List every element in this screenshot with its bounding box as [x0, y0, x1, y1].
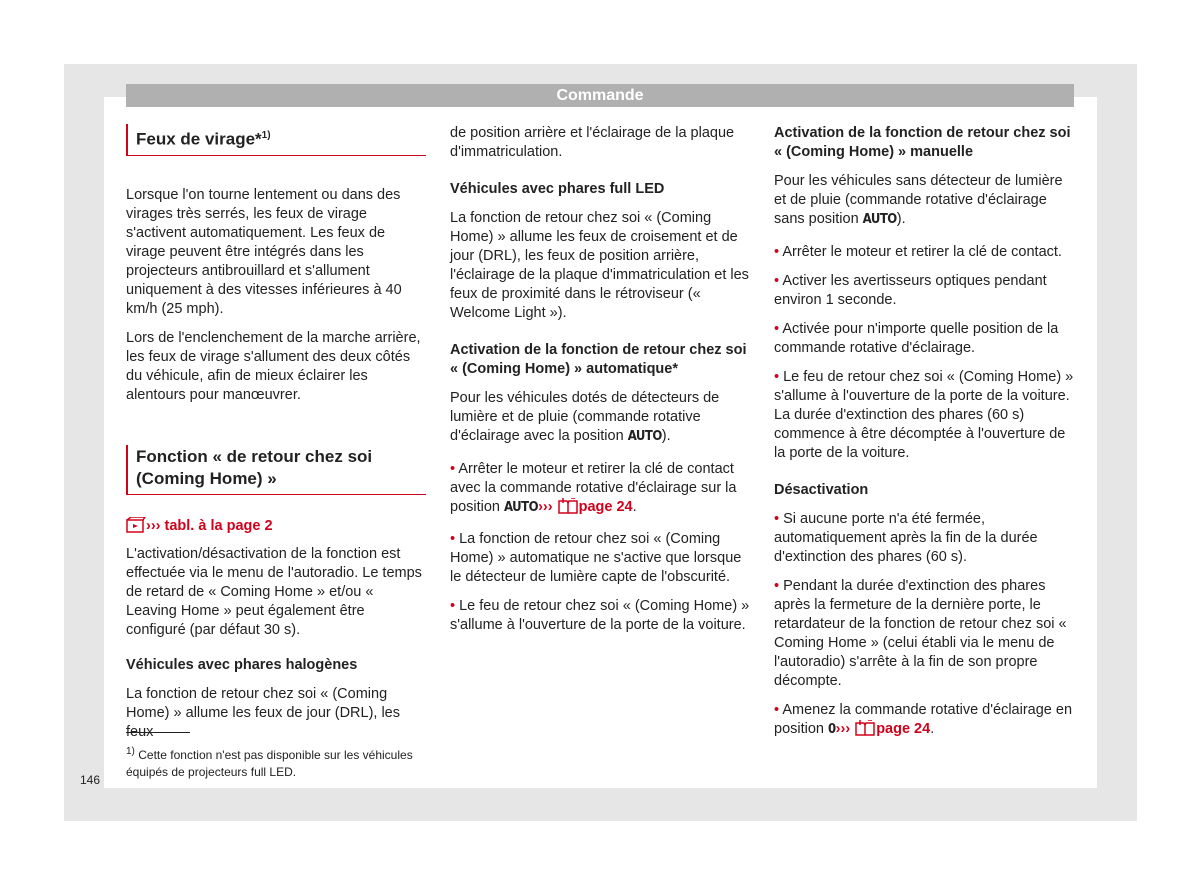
section-title-cornering-lights — [126, 124, 426, 156]
table-reference[interactable] — [126, 517, 426, 539]
section-title-text: Feux de virage* — [136, 129, 262, 149]
paragraph: Lors de l'enclenchement de la marche arrière, les feux de virage s'allument des deux côtés du véhicule, afin de mieux éclairer les alentours pour manœuvrer. — [126, 329, 421, 403]
bullet-item: • Arrêter le moteur et retirer la clé de contact avec la commande rotative d'éclairage sur la position AUTO››› page 24. — [450, 460, 750, 520]
bullet-item: • Arrêter le moteur et retirer la clé de contact. — [774, 244, 1062, 260]
auto-symbol: AUTO — [504, 500, 539, 515]
paragraph: Pour les véhicules sans détecteur de lumière et de pluie (commande rotative d'éclairage sans position AUTO). — [774, 173, 1063, 227]
arrows-icon: ››› — [538, 499, 553, 515]
auto-symbol: AUTO — [862, 212, 897, 227]
footnote-rule — [126, 732, 190, 733]
video-book-icon — [126, 517, 146, 539]
paragraph: La fonction de retour chez soi « (Coming Home) » allume les feux de croisement et de jour (DRL), les feux de position arrière, l'éclairage de la plaque d'immatriculation et les feux de proximité dans le rétroviseur (« Welcome Light »). — [450, 210, 749, 321]
page-ref-link[interactable]: page 24 — [876, 721, 931, 737]
footnote-text: $^{1)}$ Cette fonction n'est pas disponible sur les véhicules équipés de projecteurs full LED. — [126, 746, 413, 779]
section-header: Commande — [126, 84, 1074, 107]
column-1 — [126, 124, 426, 752]
paragraph: de position arrière et l'éclairage de la plaque d'immatriculation. — [450, 125, 735, 160]
section-title-coming-home: Fonction « de retour chez soi (Coming Home) » — [126, 445, 426, 495]
page-ref-link[interactable]: page 24 — [578, 499, 633, 515]
paragraph: Lorsque l'on tourne lentement ou dans des virages très serrés, les feux de virage s'activent automatiquement. Les feux de virage peuvent être intégrés dans les projecteurs antibrouillard et s'allument uniquement à des vitesses inférieures à 40 km/h (25 mph). — [126, 186, 402, 317]
bullet-item: • Activer les avertisseurs optiques pendant environ 1 seconde. — [774, 273, 1047, 308]
subheading-deactivation: Désactivation — [774, 482, 869, 498]
paragraph: L'activation/désactivation de la fonction est effectuée via le menu de l'autoradio. Le temps de retard de « Coming Home » et/ou « Leaving Home » peut également être configuré (par défaut 30 s). — [126, 545, 422, 638]
bullet-item: • La fonction de retour chez soi « (Coming Home) » automatique ne s'active que lorsque le détecteur de lumière capte de l'obscurité. — [450, 531, 742, 585]
column-2 — [450, 124, 750, 645]
page-number: 146 — [80, 773, 101, 787]
auto-symbol: AUTO — [627, 429, 662, 444]
bullet-item: • Si aucune porte n'a été fermée, automatiquement après la fin de la durée d'extinction des phares (60 s). — [774, 511, 1038, 565]
arrows-icon: ››› — [146, 517, 161, 534]
footnote — [126, 732, 426, 781]
subheading-full-led: Véhicules avec phares full LED — [450, 181, 665, 197]
table-ref-text[interactable]: tabl. à la page 2 — [164, 517, 273, 534]
bullet-item: • Le feu de retour chez soi « (Coming Home) » s'allume à l'ouverture de la porte de la voiture. La durée d'extinction des phares (60 s) commence à être décomptée à l'ouverture de la porte de la voiture. — [774, 369, 1074, 461]
subheading-manual-activation: Activation de la fonction de retour chez soi « (Coming Home) » manuelle — [774, 125, 1071, 160]
bullet-item: • Pendant la durée d'extinction des phares après la fermeture de la dernière porte, le retardateur de la fonction de retour chez soi « Coming Home » (celui établi via le menu de l'autoradio) s'arrête à la fin de son propre décompte. — [774, 578, 1067, 689]
zero-position-symbol: 0 — [828, 722, 836, 737]
subheading-halogen: Véhicules avec phares halogènes — [126, 656, 358, 673]
bullet-item: • Le feu de retour chez soi « (Coming Home) » s'allume à l'ouverture de la porte de la voiture. — [450, 598, 750, 633]
footnote-ref[interactable]: 1) — [261, 130, 271, 141]
bullet-item: • Amenez la commande rotative d'éclairage en position 0››› page 24. — [774, 701, 1074, 742]
column-3 — [774, 124, 1074, 752]
book-icon — [557, 498, 579, 520]
bullet-item: • Activée pour n'importe quelle position de la commande rotative d'éclairage. — [774, 321, 1059, 356]
arrows-icon: ››› — [835, 721, 851, 737]
paragraph: La fonction de retour chez soi « (Coming Home) » allume les feux de jour (DRL), les feux — [126, 685, 400, 740]
paragraph: Pour les véhicules dotés de détecteurs de lumière et de pluie (commande rotative d'éclairage avec la position AUTO). — [450, 390, 720, 444]
subheading-auto-activation: Activation de la fonction de retour chez soi « (Coming Home) » automatique* — [450, 342, 747, 377]
book-icon — [854, 720, 876, 742]
